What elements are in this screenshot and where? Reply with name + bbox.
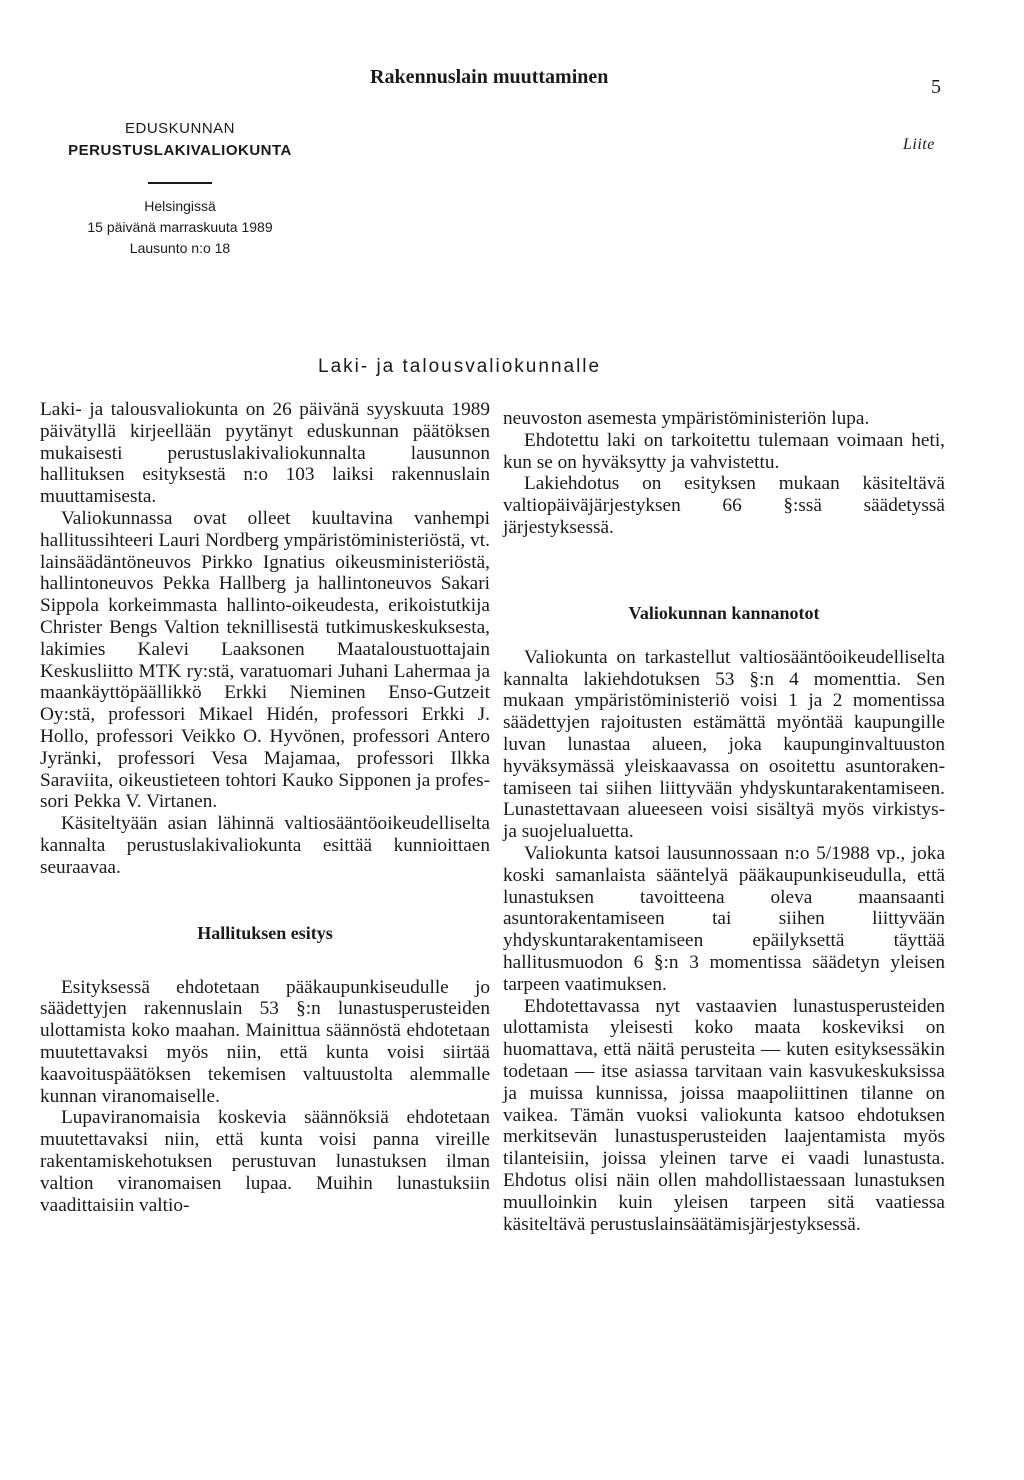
annex-label: Liite [903,136,935,153]
sender-date: 15 päivänä marraskuuta 1989 [87,218,273,235]
body-paragraph: Lupaviranomaisia koskevia säännöksiä ehdotetaan muutettavaksi niin, että kunta voisi panna vireille rakentamiskehotuksen perustuvan lunastuksen ilman valtion viranomaisen lupaa. Muihin lunastuksiin vaadittaisiin valtio- [40,1107,490,1216]
body-paragraph: Ehdotettu laki on tarkoitettu tulemaan voimaan heti, kun se on hyväksytty ja vahvistettu. [503,429,945,473]
body-paragraph: Esityksessä ehdotetaan pääkaupunkiseudulle jo säädettyjen rakennuslain 53 §:n lunastusperusteiden ulottamista koko maahan. Mainittua säännöstä ehdotetaan muutettavaksi myös niin, että kunta voisi siirtää kaavoituspäätöksen tekemisen valtuustolta alemmalle kunnan viranomaiselle. [40,976,490,1107]
body-paragraph: Valiokunnassa ovat olleet kuultavina vanhempi hallitussihteeri Lauri Nordberg ympäristöministeriöstä, vt. lainsäädäntöneuvos Pirkko Ignatius oikeusministeriöstä, hallintoneuvos Pekka Hallberg ja hallintoneuvos Sakari Sippola korkeimmasta hallinto-oikeudesta, erikoistutkija Christer Bengs Valtion teknillisestä tutkimuskeskuksesta, lakimies Kalevi Laaksonen Maataloustuottajain Keskusliitto MTK ry:stä, varatuomari Juhani Lahermaa ja maankäyttöpäällikkö Erkki Nieminen Enso-Gutzeit Oy:stä, professori Mikael Hidén, professori Erkki J. Hollo, professori Veikko O. Hyvönen, professori Antero Jyränki, professori Vesa Majamaa, professori Ilkka Saraviita, oikeustieteen tohtori Kauko Sipponen ja professori Pekka V. Virtanen. [40,507,490,813]
sender-line-1: EDUSKUNNAN [124,120,235,137]
sender-reference: Lausunto n:o 18 [129,239,231,256]
sender-block [40,118,320,259]
sender-place: Helsingissä [144,197,216,214]
body-paragraph: Käsiteltyään asian lähinnä valtiosääntöoikeudelliselta kannalta perustuslakivaliokunta esittää kunnioittaen seuraavaa. [40,813,490,878]
section-heading: Hallituksen esitys [197,922,333,943]
sender-line-2: PERUSTUSLAKIVALIOKUNTA [68,142,292,159]
running-title: Rakennuslain muuttaminen [370,66,609,88]
body-paragraph: Valiokunta katsoi lausunnossaan n:o 5/1988 vp., joka koski samanlaista sääntelyä pääkaupunkiseudulla, että lunastuksen tavoitteena oleva maansaanti asuntorakentamiseen tai siihen liittyvään yhdyskuntarakentamiseen epäilyksettä täyttää hallitusmuodon 6 §:n 3 momentissa säädetyn yleisen tarpeen vaatimuksen. [503,842,945,995]
section-heading: Valiokunnan kannanotot [628,602,820,623]
body-paragraph: Lakiehdotus on esityksen mukaan käsiteltävä valtiopäiväjärjestyksen 66 §:ssä säädetyssä järjestyksessä. [503,473,945,538]
body-paragraph: Valiokunta on tarkastellut valtiosääntöoikeudelliselta kannalta lakiehdotuksen 53 §:n 4 momenttia. Sen mukaan ympäristöministeriö voisi 1 ja 2 momentissa säädettyjen rajoitusten estämättä myöntää kaupungille luvan lunastaa alueen, joka kaupunginvaltuuston hyväksymässä yleiskaavassa on osoitettu asuntorakentamiseen tai siihen liittyvään yhdyskuntarakentamiseen. Lunastettavaan alueeseen voisi sisältyä myös virkistys- ja suojelualuetta. [503,646,945,843]
body-paragraph: Laki- ja talousvaliokunta on 26 päivänä syyskuuta 1989 päivätyllä kirjeellään pyytänyt eduskunnan päätöksen mukaisesti perustuslakivaliokunnalta lausunnon hallituksen esityksestä n:o 103 laiksi rakennuslain muuttamisesta. [40,399,490,508]
divider [148,182,212,184]
page-number: 5 [931,76,941,98]
body-paragraph: Ehdotettavassa nyt vastaavien lunastusperusteiden ulottamista yleisesti koko maata koskeviksi on huomattava, että näitä perusteita — kuten esityksessäkin todetaan — itse asiassa tarvitaan vain kasvukeskuksissa ja muissa kunnissa, joissa maapoliittinen tilanne on vaikea. Tämän vuoksi valiokunta katsoo ehdotuksen merkitsevän lunastusperusteiden laajentamista myös tilanteisiin, joissa yleinen tarve ei vaadi lunastusta. Ehdotus olisi näin ollen mahdollistaessaan lunastuksen muulloinkin kuin yleisen tarpeen sitä vaatiessa käsiteltävä perustuslainsäätämisjärjestyksessä. [503,995,945,1235]
addressee: Laki- ja talousvaliokunnalle [318,356,602,377]
right-column [503,408,945,1235]
left-column [40,399,490,1216]
body-paragraph: neuvoston asemesta ympäristöministeriön lupa. [503,408,870,429]
